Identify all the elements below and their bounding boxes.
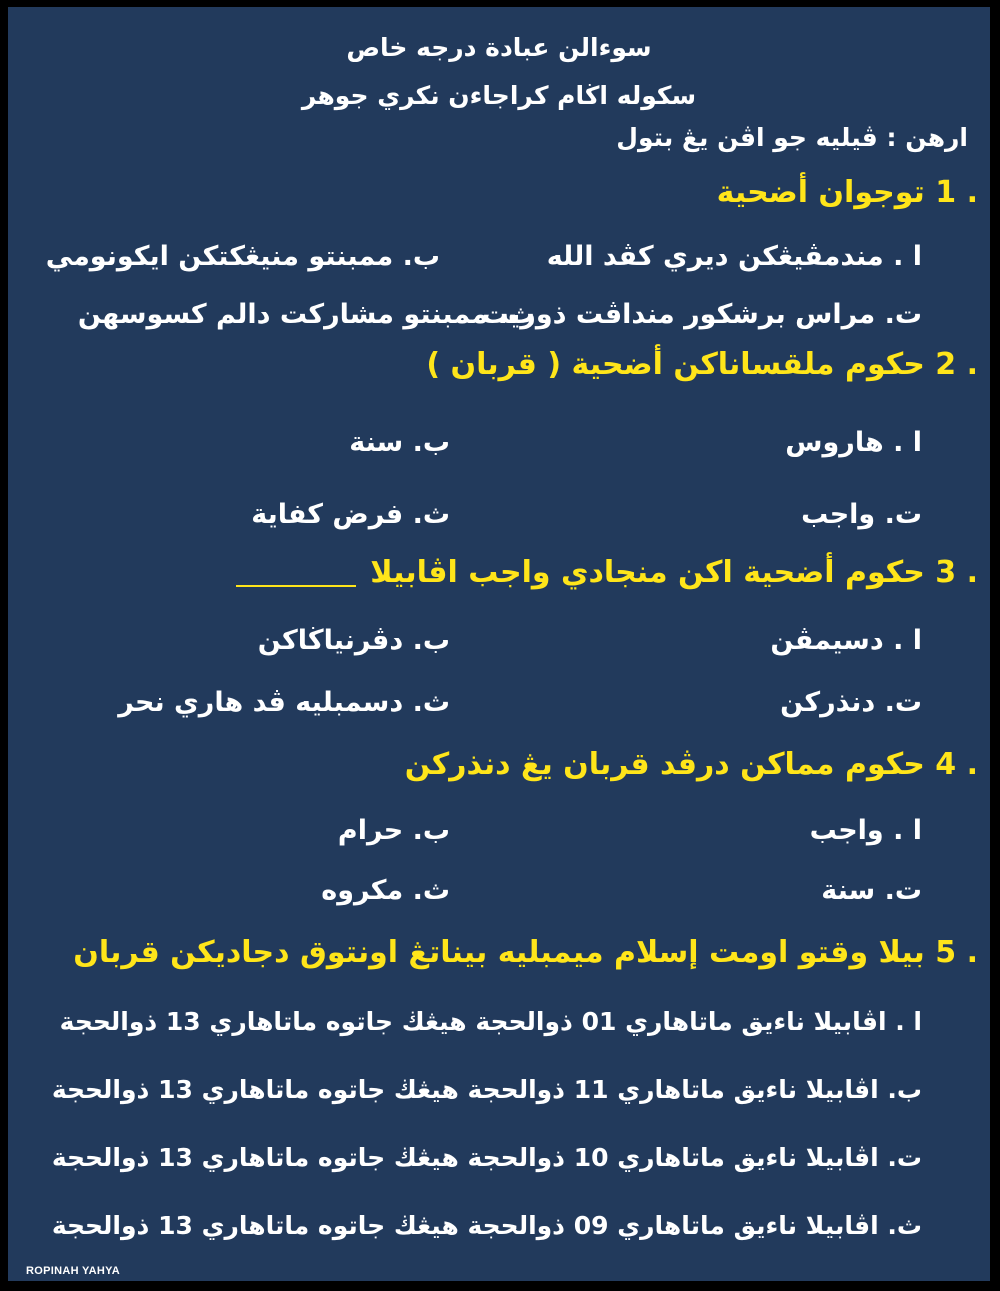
- q3-option-th[interactable]: ث. دسمبليه ڤد هاري نحر: [118, 687, 450, 718]
- question-number: 2 .: [935, 347, 978, 382]
- question-1: [717, 175, 978, 210]
- q2-option-a[interactable]: ا . هاروس: [785, 427, 922, 458]
- question-text: بيلا وقتو اومت إسلام ميمبليه بيناتڠ اونتوق دجاديكن قربان: [73, 935, 925, 970]
- q4-option-a[interactable]: ا . واجب: [809, 815, 922, 846]
- q2-option-b[interactable]: ب. سنة: [349, 427, 450, 458]
- worksheet-title: سوءالن عبادة درجه خاص: [346, 33, 652, 62]
- question-text: توجوان أضحية: [716, 175, 925, 210]
- worksheet: [8, 7, 990, 1281]
- instruction: ارهن : ڤيليه جو اڤن يڠ بتول: [616, 123, 968, 152]
- q3-option-b[interactable]: ب. دڤرنياڬاكن: [257, 625, 450, 656]
- author-credit: ROPINAH YAHYA: [26, 1265, 120, 1277]
- question-4: [405, 747, 978, 782]
- question-2: [426, 347, 978, 382]
- question-number: 5 .: [935, 935, 978, 970]
- q5-option-b[interactable]: ب. اڤابيلا ناءيق ماتاهاري 11 ذوالحجة هيڠڬ جاتوه ماتاهاري 13 ذوالحجة: [51, 1075, 922, 1104]
- question-5: [73, 935, 978, 970]
- q2-option-th[interactable]: ث. فرض كفاية: [251, 499, 450, 530]
- question-3: [236, 555, 978, 590]
- question-text: حكوم أضحية اكن منجادي واجب اڤابيلا: [370, 555, 925, 590]
- q1-option-b[interactable]: ب. ممبنتو منيڠكتكن ايكونومي: [45, 241, 440, 272]
- q5-option-t[interactable]: ت. اڤابيلا ناءيق ماتاهاري 10 ذوالحجة هيڠڬ جاتوه ماتاهاري 13 ذوالحجة: [51, 1143, 922, 1172]
- q4-option-t[interactable]: ت. سنة: [821, 875, 922, 906]
- q5-option-a[interactable]: ا . اڤابيلا ناءيق ماتاهاري 01 ذوالحجة هيڠڬ جاتوه ماتاهاري 13 ذوالحجة: [59, 1007, 922, 1036]
- q1-option-t[interactable]: ت. مراس برشكور منداڤت ذوريت: [481, 299, 922, 330]
- question-number: 3 .: [935, 555, 978, 590]
- q4-option-th[interactable]: ث. مكروه: [321, 875, 450, 906]
- q1-option-a[interactable]: ا . مندمڤيڠكن ديري كڤد الله: [546, 241, 922, 272]
- q5-option-th[interactable]: ث. اڤابيلا ناءيق ماتاهاري 09 ذوالحجة هيڠڬ جاتوه ماتاهاري 13 ذوالحجة: [51, 1211, 922, 1240]
- question-number: 1 .: [935, 175, 978, 210]
- q4-option-b[interactable]: ب. حرام: [337, 815, 450, 846]
- q1-option-th[interactable]: ث. ممبنتو مشاركت دالم كسوسهن: [77, 299, 535, 330]
- school-name: سكوله اڬام كراجاءن نكري جوهر: [301, 81, 697, 110]
- q2-option-t[interactable]: ت. واجب: [801, 499, 922, 530]
- q3-option-t[interactable]: ت. دنذركن: [780, 687, 922, 718]
- question-text: حكوم مماكن درڤد قربان يڠ دنذركن: [404, 747, 925, 782]
- q3-option-a[interactable]: ا . دسيمڤن: [770, 625, 922, 656]
- question-number: 4 .: [935, 747, 978, 782]
- answer-blank: [236, 561, 356, 587]
- question-text: حكوم ملقساناكن أضحية ( قربان ): [426, 347, 925, 382]
